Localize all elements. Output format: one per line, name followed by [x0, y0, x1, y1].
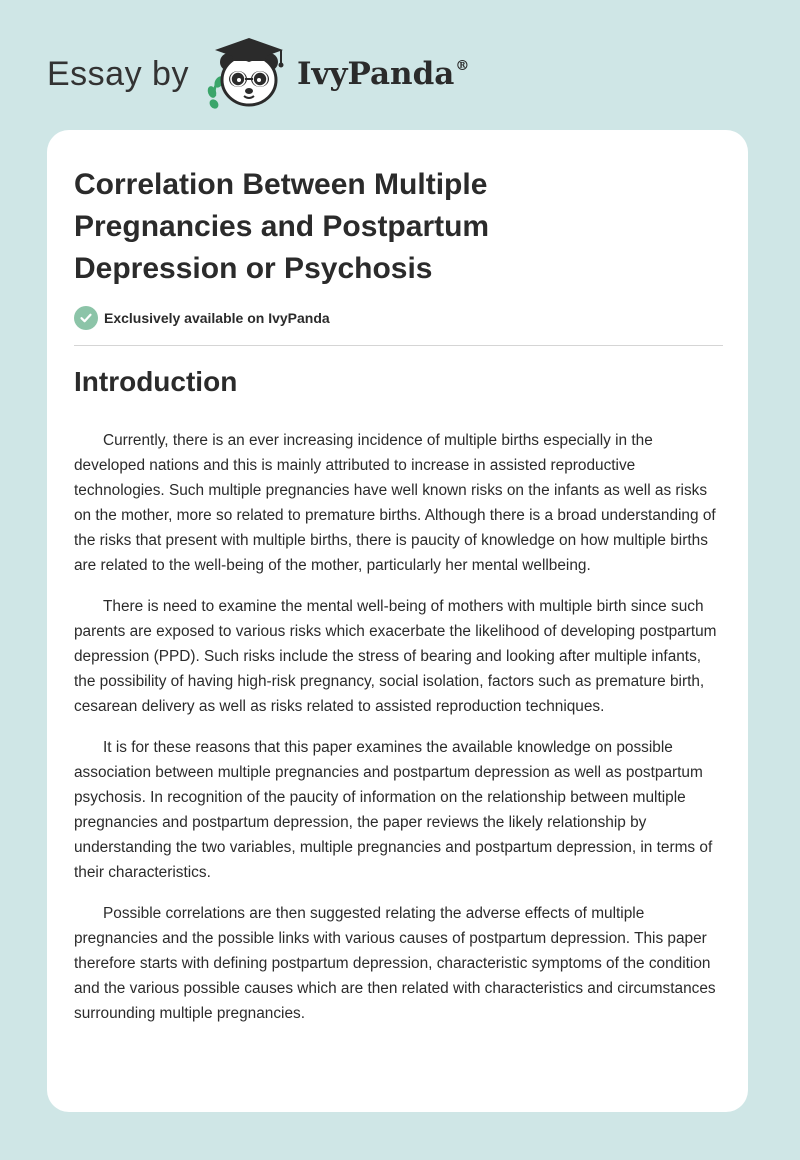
registered-mark: ® — [455, 58, 470, 74]
site-header — [47, 34, 469, 114]
panda-graduate-icon — [203, 34, 289, 114]
brand-text: IvyPanda — [296, 56, 455, 92]
essay-card — [47, 130, 748, 1112]
exclusive-badge-label: Exclusively available on IvyPanda — [104, 310, 330, 326]
divider — [74, 345, 723, 346]
essay-by-label: Essay by — [47, 54, 189, 93]
section-heading: Introduction — [74, 366, 238, 397]
paragraph: Possible correlations are then suggested relating the adverse effects of multiple pregnancies and the possible links with various causes of postpartum depression. This paper therefore starts with defining postpartum depression, characteristic symptoms of the condition and the various possible causes which are then related with characteristics and circumstances surrounding multiple pregnancies. — [74, 905, 716, 1022]
exclusive-badge — [74, 306, 330, 330]
brand-name — [297, 56, 469, 92]
page-title: Correlation Between Multiple Pregnancies and Postpartum Depression or Psychosis — [74, 168, 490, 285]
check-circle-icon — [74, 306, 98, 330]
essay-body — [74, 428, 724, 1042]
paragraph: Currently, there is an ever increasing incidence of multiple births especially in the developed nations and this is mainly attributed to increase in assisted reproductive technologies. Such multiple pregnancies have well known risks on the infants as well as risks on the mother, more so related to premature births. Although there is a broad understanding of the risks that present with multiple births, there is paucity of knowledge on how multiple births are related to the well-being of the mother, particularly her mental wellbeing. — [74, 432, 716, 574]
paragraph: It is for these reasons that this paper examines the available knowledge on possible association between multiple pregnancies and postpartum depression as well as postpartum psychosis. In recognition of the paucity of information on the relationship between multiple pregnancies and postpartum depression, the paper reviews the likely relationship by understanding the two variables, multiple pregnancies and postpartum depression, in terms of their characteristics. — [74, 739, 713, 881]
paragraph: There is need to examine the mental well-being of mothers with multiple birth since such parents are exposed to various risks which exacerbate the likelihood of developing postpartum depression (PPD). Such risks include the stress of bearing and looking after multiple infants, the possibility of having high-risk pregnancy, social isolation, factors such as premature birth, cesarean delivery as well as risks related to assisted reproduction techniques. — [74, 598, 717, 715]
